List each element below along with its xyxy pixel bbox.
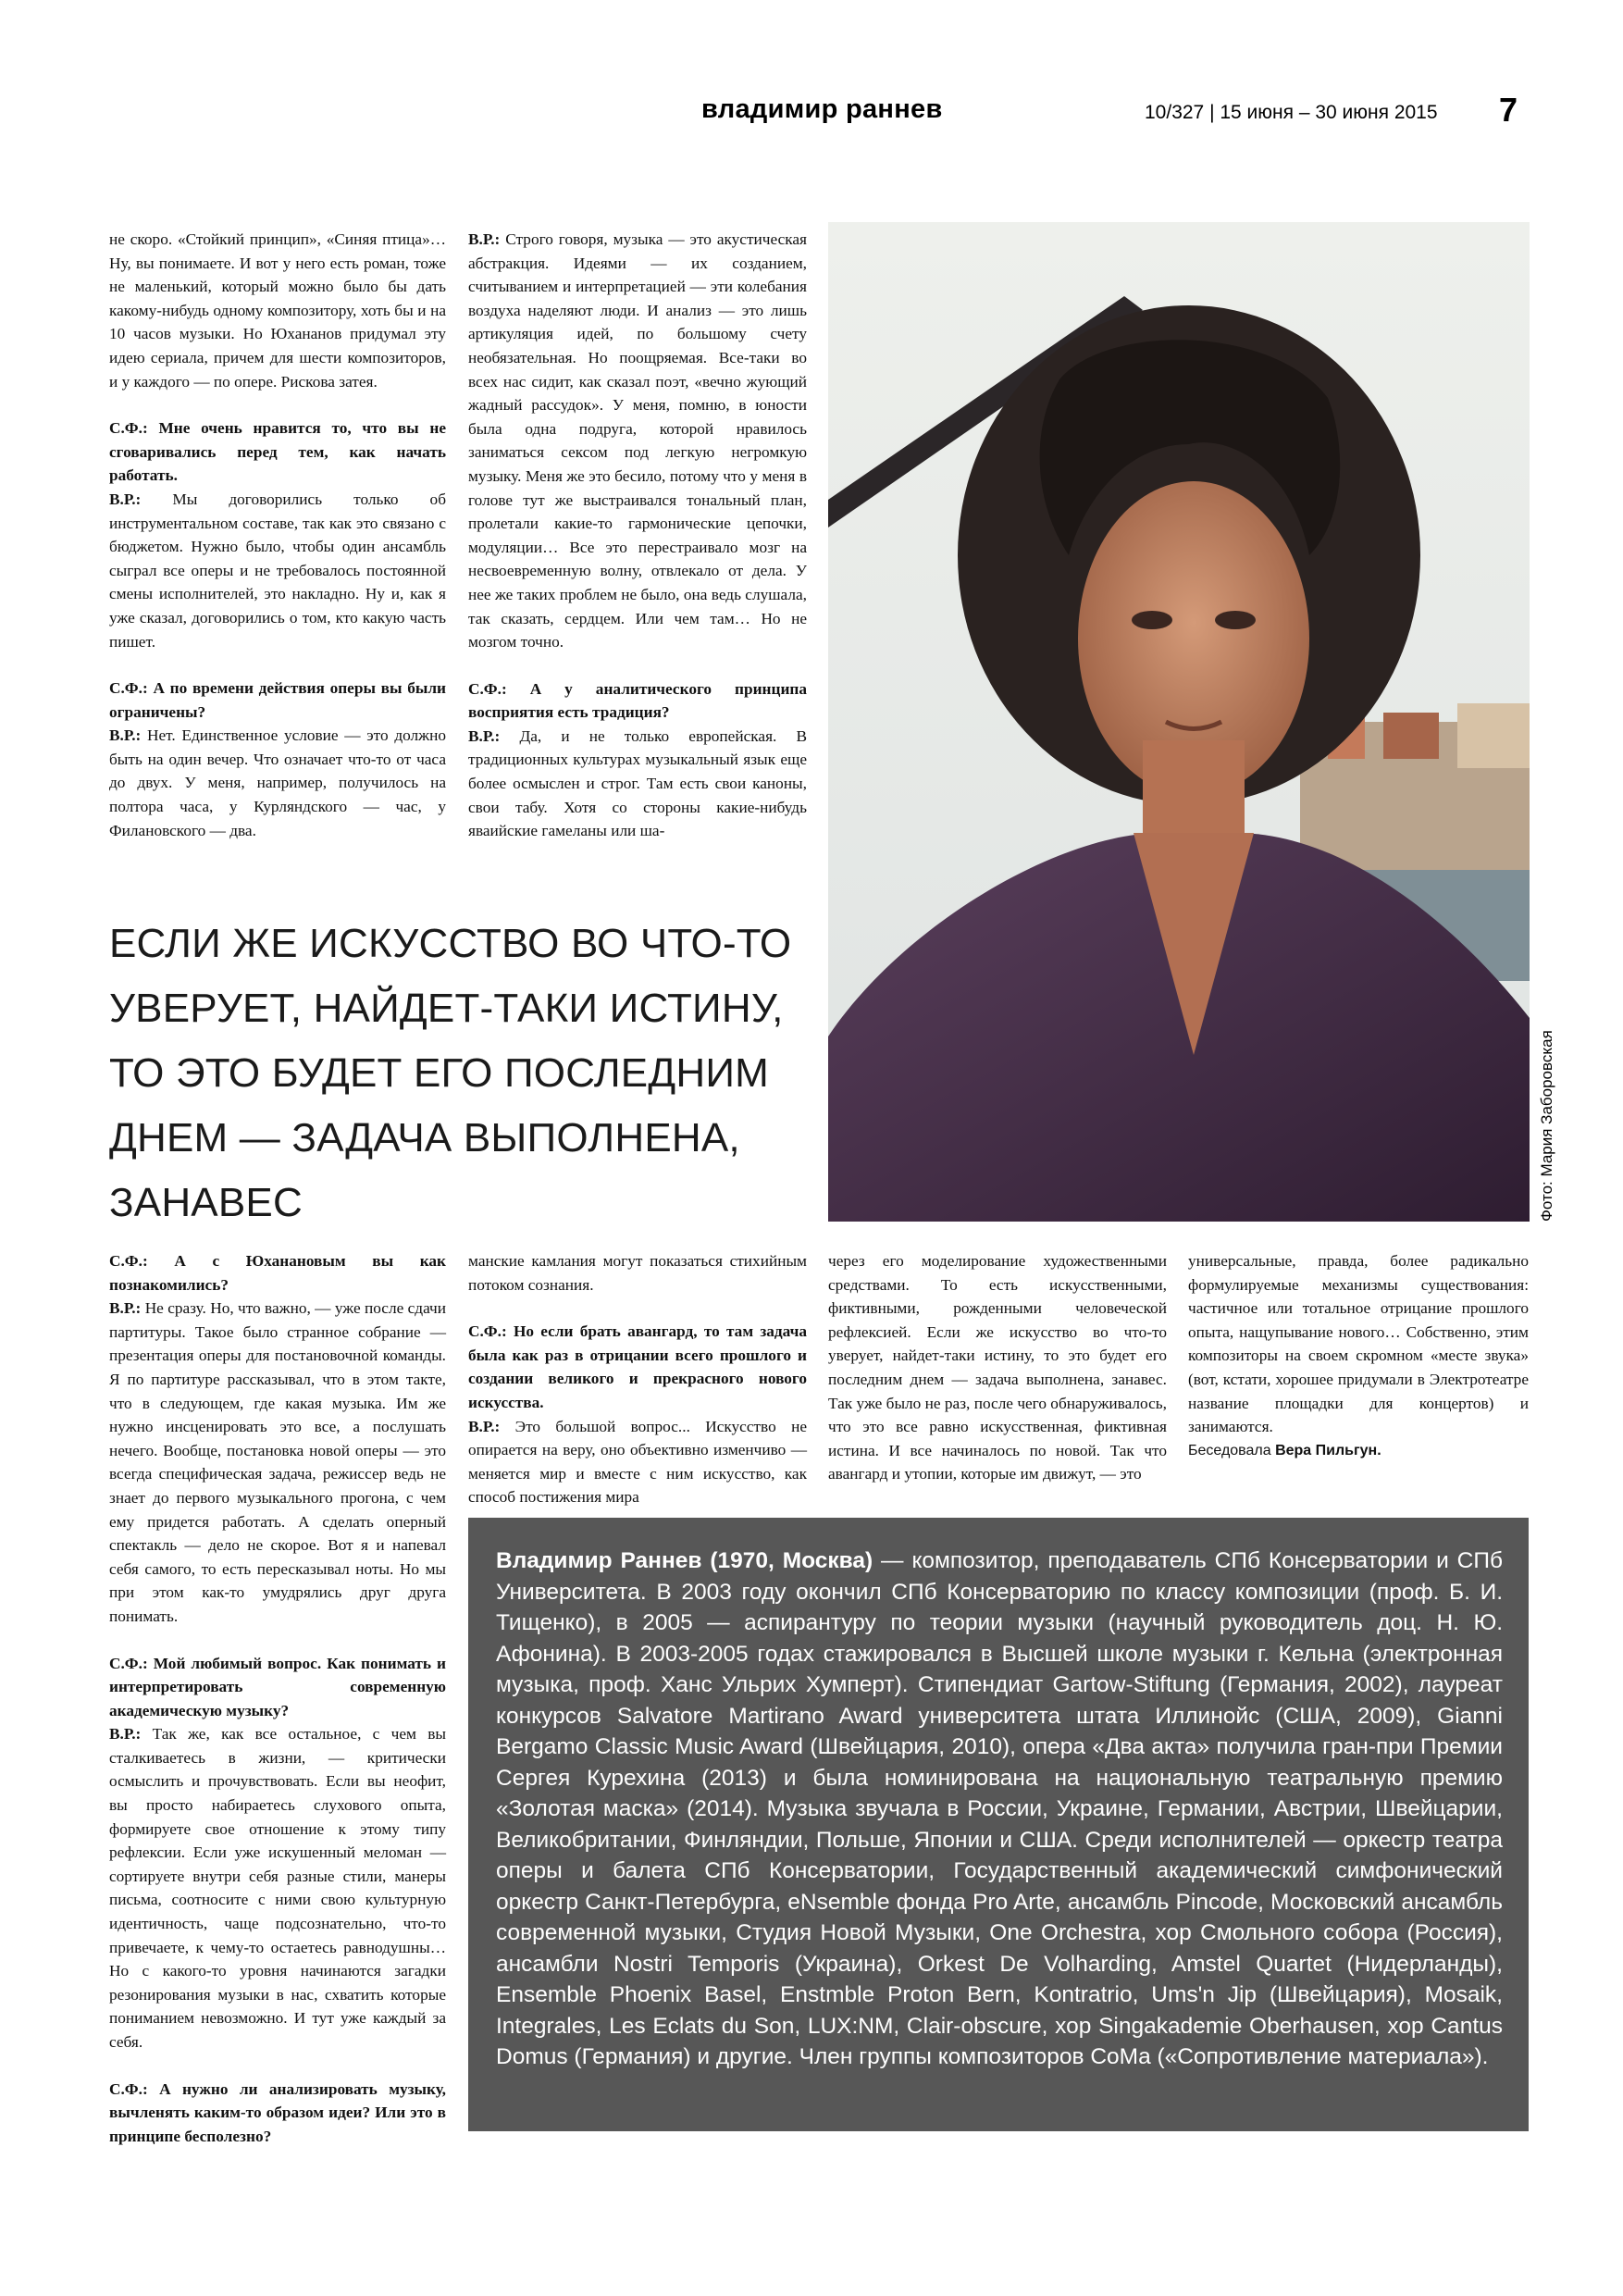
paragraph: через его моделирование художественными средствами. То есть искусственными, фиктивными, рожденными человеческой рефлексией. Если же искусство во что-то уверует, найдет-таки истину, то это будет его последним днем — задача выполнена, занавес. Так уже было не раз, после чего обнаруживалось, что это все равно искусственная, фиктивная истина. И все начиналось по новой. Так что авангард и утопии, которые им движут, — это xyxy=(828,1252,1167,1483)
pull-quote-line: УВЕРУЕТ, НАЙДЕТ-ТАКИ ИСТИНУ, xyxy=(109,986,784,1031)
speaker-label: В.Р.: xyxy=(468,1417,501,1435)
interview-answer: В.Р.: Мы договорились только об инструментальном составе, так как это связано с бюджетом. Нужно было, чтобы один ансамбль сыграл все оперы и не требовалось постоянной смены исполнителей, это накладно. Ну и, как я уже сказал, договорились о том, кто какую часть пишет. xyxy=(109,490,446,651)
bio-name: Владимир Раннев (1970, Москва) xyxy=(496,1548,873,1573)
text-column-4 xyxy=(468,1249,807,1509)
speaker-label: В.Р.: xyxy=(109,1725,142,1744)
interview-answer: В.Р.: Строго говоря, музыка — это акустическая абстракция. Идеями — их созданием, считыванием и интерпретацией — эти колебания воздуха наделяют люди. И анализ — это лишь артикуляция идей, по большому счету необязательная. Но поощряемая. Все-таки во всех нас сидит, как сказал поэт, «вечно жующий жадный рассудок». У меня, помню, в юности была одна подруга, которой нравилось заниматься сексом под легкую негромкую музыку. Меня же это бесило, потому что у меня в голове тут же выстраивался тональный план, пролетали какие-то гармонические цепочки, модуляции… Все это перестраивало мозг на несвоевременную волну, отвлекало от дела. У нее же таких проблем не было, она ведь слушала, так сказать, сердцем. Или чем там… Но не мозгом точно. xyxy=(468,230,807,652)
pull-quote-line: ЕСЛИ ЖЕ ИСКУССТВО ВО ЧТО-ТО xyxy=(109,921,792,966)
interview-question: С.Ф.: Мне очень нравится то, что вы не сговаривались перед тем, как начать работать. xyxy=(109,419,446,485)
interview-question: С.Ф.: Мой любимый вопрос. Как понимать и интерпретировать современную академическую музыку? xyxy=(109,1654,446,1719)
header-issue: 10/327 | 15 июня – 30 июня 2015 xyxy=(1145,102,1438,123)
interview-answer: В.Р.: Да, и не только европейская. В традиционных культурах музыкальный язык еще более осмыслен и строг. Там есть свои каноны, свои табу. Хотя со стороны какие-нибудь яваийские гамеланы или ша- xyxy=(468,726,807,840)
portrait-photo xyxy=(828,222,1530,1222)
interview-answer: В.Р.: Это большой вопрос... Искусство не опирается на веру, оно объективно изменчиво — меняется мир и вместе с ним искусство, как способ постижения мира xyxy=(468,1417,807,1507)
header-title: владимир раннев xyxy=(701,94,943,124)
page-number: 7 xyxy=(1499,91,1518,129)
interview-question: С.Ф.: А нужно ли анализировать музыку, вычленять каким-то образом идеи? Или это в принципе бесполезно? xyxy=(109,2079,446,2145)
text-column-3 xyxy=(109,1249,446,2148)
bio-text xyxy=(496,1545,1503,2073)
paragraph: универсальные, правда, более радикально формулируемые механизмы существования: частичное или тотальное отрицание прошлого опыта, нащупывание нового… Собственно, этим композиторы на своем скромном «месте звука» (вот, кстати, хорошее придумали в Электротеатре название площадки для концертов) и занимаются. xyxy=(1188,1252,1529,1436)
col6-body xyxy=(1188,1249,1529,1439)
interview-question: С.Ф.: А с Юханановым вы как познакомились? xyxy=(109,1252,446,1294)
bio-body: — композитор, преподаватель СПб Консерватории и СПб Университета. В 2003 году окончил СПб Консерваторию по классу композиции (проф. Б. И. Тищенко), в 2005 — аспирантуру по теории музыки (научный руководитель доц. Н. Ю. Афонина). В 2003-2005 годах стажировался в Высшей школе музыки г. Кельна (электронная музыка, проф. Ханс Ульрих Хумперт). Стипендиат Gartow-Stiftung (Германия, 2002), лауреат конкурсов Salvatore Martirano Award университета штата Иллинойс (США, 2009), Gianni Bergamo Classic Music Award (Швейцария, 2010), опера «Два акта» получила гран-при Премии Сергея Курехина (2013) и была номинирована на национальную театральную премию «Золотая маска» (2014). Музыка звучала в России, Украине, Германии, Австрии, Швейцарии, Великобритании, Финляндии, Польше, Японии и США. Среди исполнителей — оркестр театра оперы и балета СПб Консерватории, Государственный академический симфонический оркестр Санкт-Петербурга, eNsemble фонда Pro Arte, ансамбль Pincode, Московский ансамбль современной музыки, Студия Новой Музыки, One Orchestra, хор Смольного собора (Россия), ансамбли Nostri Temporis (Украина), Orkest De Volharding, Amstel Quartet (Нидерланды), Ensemble Phoenix Basel, Enstmble Proton Bern, Kontratrio, Ums'n Jip (Швейцария), Mosaik, Integrales, Les Eclats du Son, LUX:NM, Clair-obscure, хор Singakademie Oberhausen, хор Cantus Domus (Германия) и другие. Член группы композиторов CoMa («Сопротивление материала»). xyxy=(496,1548,1503,2069)
speaker-label: В.Р.: xyxy=(109,726,142,745)
interview-answer: В.Р.: Не сразу. Но, что важно, — уже после сдачи партитуры. Такое было странное собрание — презентация оперы для постановочной команды. Я по партитуре рассказывал, что в этом такте, что в следующем, где какая музыка. Им же нужно инсценировать это все, а послушать нечего. Вообще, постановка новой оперы — это всегда специфическая задача, режиссер ведь не знает до первого музыкального прогона, с чем ему придется работать. А сделать оперный спектакль — дело не скорое. Вот я и напевал себя самого, то есть пересказывал ноты. Но мы при этом как-то умудрялись друг друга понимать. xyxy=(109,1299,446,1625)
speaker-label: В.Р.: xyxy=(468,726,501,745)
text-column-1 xyxy=(109,228,446,842)
speaker-label: В.Р.: xyxy=(109,490,142,508)
text-column-5 xyxy=(828,1249,1167,1486)
pull-quote-line: ТО ЭТО БУДЕТ ЕГО ПОСЛЕДНИМ xyxy=(109,1050,770,1096)
interview-question: С.Ф.: А по времени действия оперы вы были ограничены? xyxy=(109,679,446,721)
interview-signature xyxy=(1188,1439,1529,1463)
speaker-label: В.Р.: xyxy=(468,230,501,248)
interview-question: С.Ф.: А у аналитического принципа восприятия есть традиция? xyxy=(468,679,807,722)
bio-box xyxy=(468,1518,1529,2131)
signature-name: Вера Пильгун. xyxy=(1275,1442,1381,1458)
interview-answer: В.Р.: Нет. Единственное условие — это должно быть на один вечер. Что означает что-то от часа до двух. У меня, например, получилось на полтора часа, у Курляндского — час, у Филановского — два. xyxy=(109,726,446,839)
pull-quote-line: ДНЕМ — ЗАДАЧА ВЫПОЛНЕНА, xyxy=(109,1115,740,1160)
signature-prefix: Беседовала xyxy=(1188,1442,1276,1458)
interview-answer: В.Р.: Так же, как все остальное, с чем вы сталкиваетесь в жизни, — критически осмыслить и прочувствовать. Если вы неофит, вы просто набираетесь слухового опыта, формируете свое отношение к этому типу рефлексии. Если уже искушенный меломан — сортируете внутри себя разные стили, манеры письма, соотносите с ними свою культурную идентичность, чаще подсознательно, что-то привечаете, к чему-то остаетесь равнодушны… Но с какого-то уровня начинаются загадки резонирования музыки в нас, схватить которые пониманием невозможно. И тут уже каждый за себя. xyxy=(109,1725,446,2051)
text-column-6 xyxy=(1188,1249,1529,1462)
interview-question: С.Ф.: Но если брать авангард, то там задача была как раз в отрицании всего прошлого и создании великого и прекрасного нового искусства. xyxy=(468,1322,807,1411)
text-column-2 xyxy=(468,228,807,843)
photo-credit: Фото: Мария Заборовская xyxy=(1538,1030,1555,1222)
paragraph: не скоро. «Стойкий принцип», «Синяя птица»… Ну, вы понимаете. И вот у него есть роман, тоже не маленький, который можно было бы дать какому-нибудь одному композитору, хоть бы и на 10 часов музыки. Но Юхананов придумал эту идею сериала, причем для шести композиторов, и у каждого — по опере. Рискова затея. xyxy=(109,230,446,391)
speaker-label: В.Р.: xyxy=(109,1299,142,1318)
pull-quote xyxy=(109,912,812,1235)
paragraph: манские камлания могут показаться стихийным потоком сознания. xyxy=(468,1252,807,1294)
pull-quote-line: ЗАНАВЕС xyxy=(109,1180,303,1225)
